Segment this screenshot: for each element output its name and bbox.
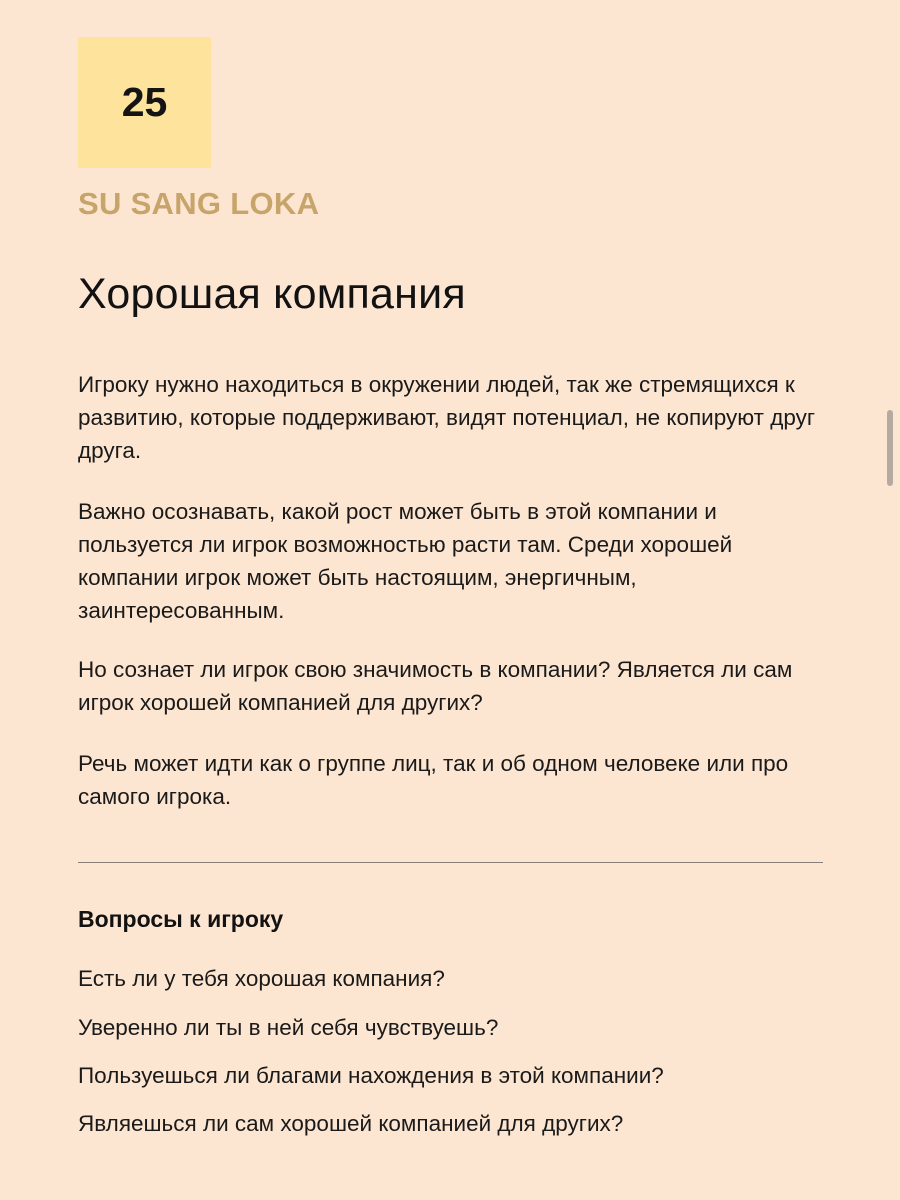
- page-title: Хорошая компания: [78, 270, 466, 318]
- scrollbar-thumb[interactable]: [887, 410, 893, 486]
- card-subtitle: SU SANG LOKA: [78, 186, 320, 221]
- card-number: 25: [121, 79, 168, 125]
- question-item-4: Являешься ли сам хорошей компанией для других?: [78, 1111, 624, 1136]
- question-item-2: Уверенно ли ты в ней себя чувствуешь?: [78, 1015, 499, 1040]
- question-item-3: Пользуешься ли благами нахождения в этой компании?: [78, 1063, 664, 1088]
- questions-heading: Вопросы к игроку: [78, 906, 284, 932]
- paragraph-1: Игроку нужно находиться в окружении людей, так же стремящихся к развитию, которые поддерживают, видят потенциал, не копируют друг друга.: [78, 372, 816, 463]
- paragraph-3: Но сознает ли игрок свою значимость в компании? Является ли сам игрок хорошей компанией для других?: [78, 657, 793, 715]
- card-number-badge: [78, 37, 211, 168]
- paragraph-2: Важно осознавать, какой рост может быть в этой компании и пользуется ли игрок возможностью расти там. Среди хорошей компании игрок может быть настоящим, энергичным, заинтересованным.: [78, 499, 733, 623]
- section-divider: [78, 862, 823, 863]
- paragraph-4: Речь может идти как о группе лиц, так и об одном человеке или про самого игрока.: [78, 751, 789, 809]
- question-item-1: Есть ли у тебя хорошая компания?: [78, 966, 445, 991]
